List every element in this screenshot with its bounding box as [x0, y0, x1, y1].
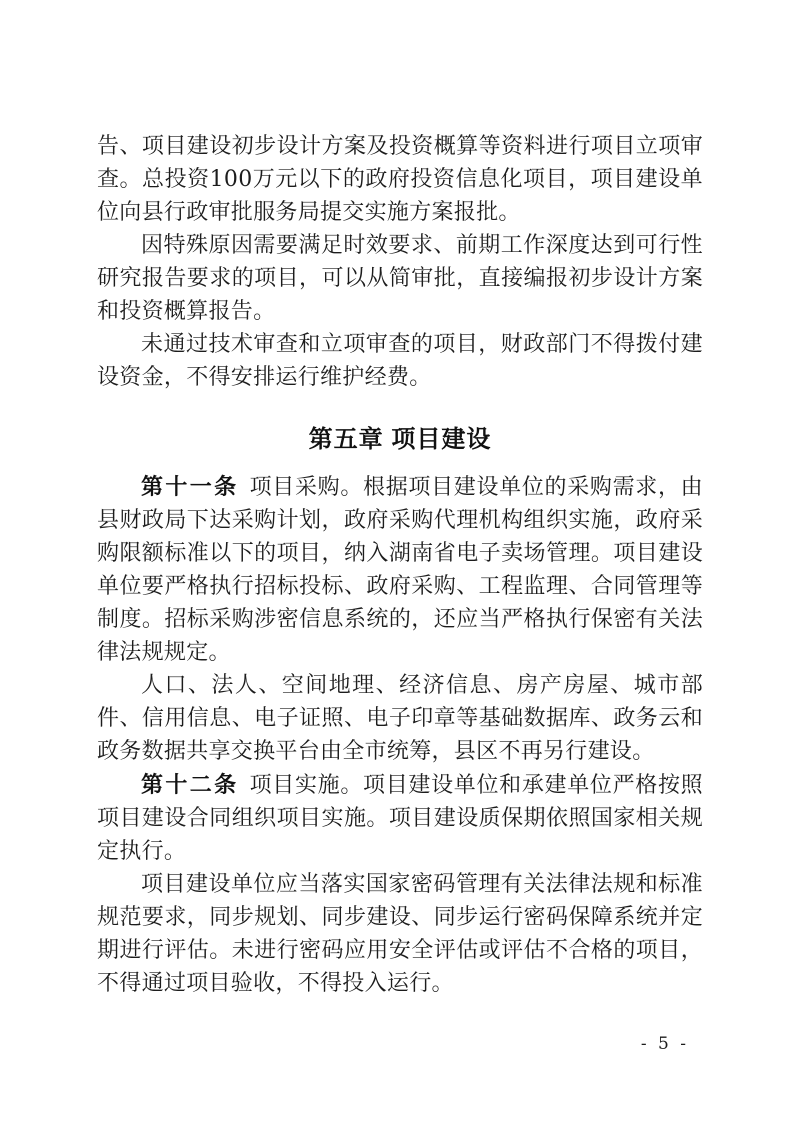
paragraph-text: 未通过技术审查和立项审查的项目，财政部门不得拨付建设资金，不得安排运行维护经费。	[97, 332, 703, 390]
body-paragraph-5	[97, 669, 703, 768]
paragraph-text: 人口、法人、空间地理、经济信息、房产房屋、城市部件、信用信息、电子证照、电子印章等基础数据库、政务云和政务数据共享交换平台由全市统筹，县区不再另行建设。	[97, 673, 703, 764]
body-paragraph-2	[97, 229, 703, 328]
body-paragraph-clause-11	[97, 470, 703, 669]
page-number: - 5 -	[640, 1034, 689, 1054]
chapter-heading: 第五章 项目建设	[308, 426, 492, 453]
clause-label-11: 第十一条	[141, 474, 239, 499]
paragraph-text: 项目实施。项目建设单位和承建单位严格按照项目建设合同组织项目实施。项目建设质保期依照国家相关规定执行。	[97, 773, 703, 864]
body-paragraph-continuation	[97, 130, 703, 229]
body-paragraph-clause-12	[97, 768, 703, 868]
document-body	[97, 130, 703, 1000]
paragraph-text: 告、项目建设初步设计方案及投资概算等资料进行项目立项审查。总投资100万元以下的政府投资信息化项目，项目建设单位向县行政审批服务局提交实施方案报批。	[97, 134, 703, 225]
paragraph-text: 项目建设单位应当落实国家密码管理有关法律法规和标准规范要求，同步规划、同步建设、同步运行密码保障系统并定期进行评估。未进行密码应用安全评估或评估不合格的项目，不得通过项目验收，不得投入运行。	[97, 872, 703, 996]
body-paragraph-7	[97, 868, 703, 1000]
clause-label-12: 第十二条	[141, 772, 239, 797]
paragraph-text: 项目采购。根据项目建设单位的采购需求，由县财政局下达采购计划，政府采购代理机构组织实施，政府采购限额标准以下的项目，纳入湖南省电子卖场管理。项目建设单位要严格执行招标投标、政府采购、工程监理、合同管理等制度。招标采购涉密信息系统的，还应当严格执行保密有关法律法规规定。	[97, 475, 703, 665]
paragraph-text: 因特殊原因需要满足时效要求、前期工作深度达到可行性研究报告要求的项目，可以从简审批，直接编报初步设计方案和投资概算报告。	[97, 233, 703, 324]
body-paragraph-3	[97, 328, 703, 394]
